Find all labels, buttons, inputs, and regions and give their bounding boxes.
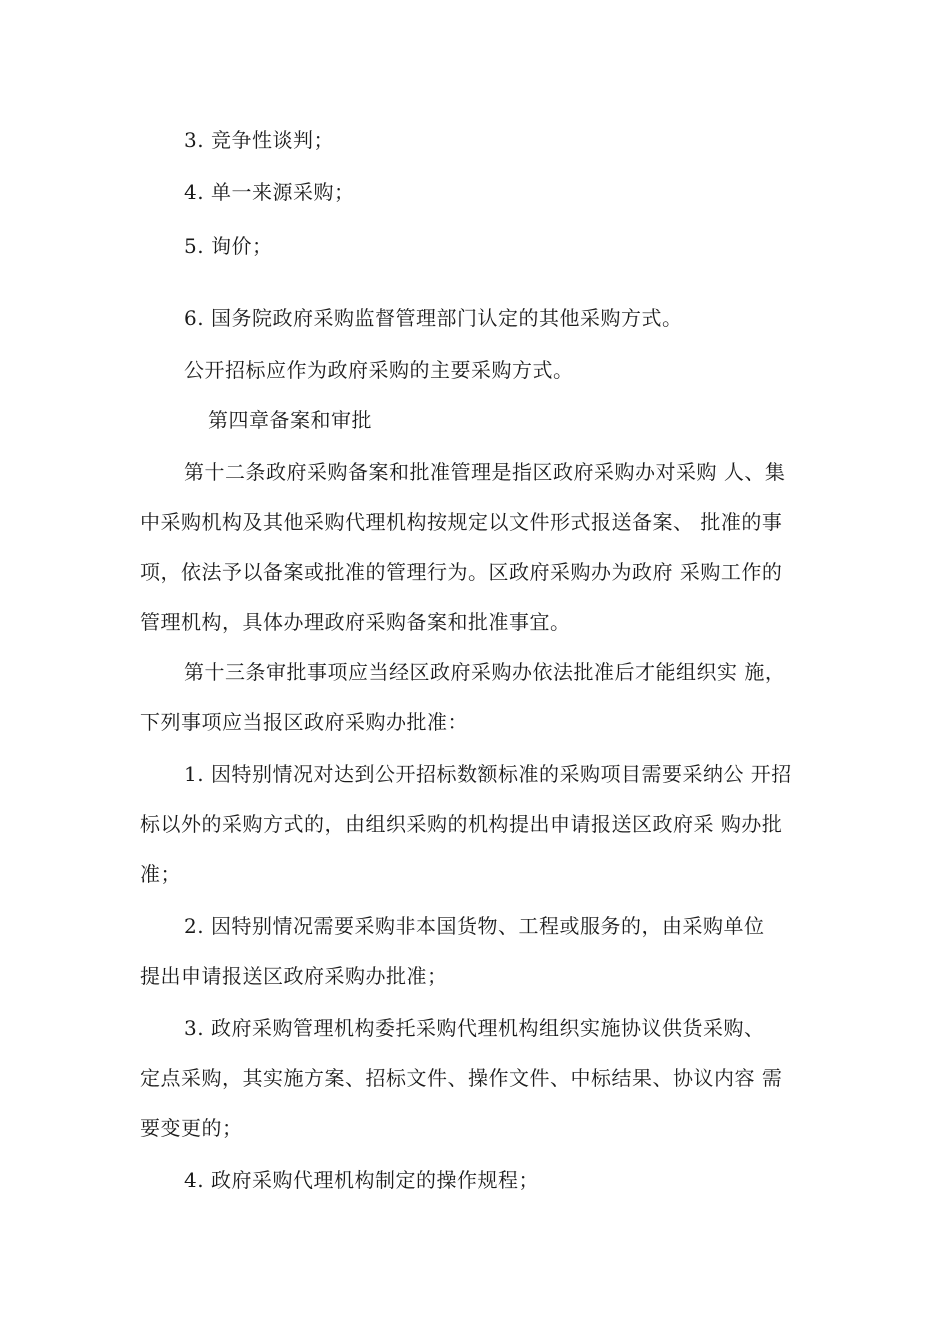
item-1-line-1: 1. 因特别情况对达到公开招标数额标准的采购项目需要采纳公 开招 <box>184 762 792 786</box>
article-12-line-1: 第十二条政府采购备案和批准管理是指区政府采购办对采购 人、集 <box>184 460 786 484</box>
list-item-other-methods: 6. 国务院政府采购监督管理部门认定的其他采购方式。 <box>184 306 683 330</box>
item-4-line-1: 4. 政府采购代理机构制定的操作规程； <box>184 1168 539 1192</box>
item-2-line-2: 提出申请报送区政府采购办批准； <box>140 964 448 988</box>
list-item-inquiry: 5. 询价； <box>184 234 273 258</box>
article-12-line-2: 中采购机构及其他采购代理机构按规定以文件形式报送备案、 批准的事 <box>140 510 783 534</box>
article-13-line-2: 下列事项应当报区政府采购办批准： <box>140 710 468 734</box>
article-12-line-4: 管理机构，具体办理政府采购备案和批准事宜。 <box>140 610 571 634</box>
chapter-heading: 第四章备案和审批 <box>208 408 372 432</box>
list-item-single-source: 4. 单一来源采购； <box>184 180 355 204</box>
article-13-line-1: 第十三条审批事项应当经区政府采购办依法批准后才能组织实 施， <box>184 660 786 684</box>
item-3-line-1: 3. 政府采购管理机构委托采购代理机构组织实施协议供货采购、 <box>184 1016 765 1040</box>
item-1-line-3: 准； <box>140 862 181 886</box>
list-item-competitive-negotiation: 3. 竞争性谈判； <box>184 128 334 152</box>
paragraph-main-method: 公开招标应作为政府采购的主要采购方式。 <box>184 358 574 382</box>
item-3-line-3: 要变更的； <box>140 1116 243 1140</box>
item-3-line-2: 定点采购，其实施方案、招标文件、操作文件、中标结果、协议内容 需 <box>140 1066 783 1090</box>
item-2-line-1: 2. 因特别情况需要采购非本国货物、工程或服务的，由采购单位 <box>184 914 765 938</box>
item-1-line-2: 标以外的采购方式的，由组织采购的机构提出申请报送区政府采 购办批 <box>140 812 783 836</box>
article-12-line-3: 项，依法予以备案或批准的管理行为。区政府采购办为政府 采购工作的 <box>140 560 783 584</box>
